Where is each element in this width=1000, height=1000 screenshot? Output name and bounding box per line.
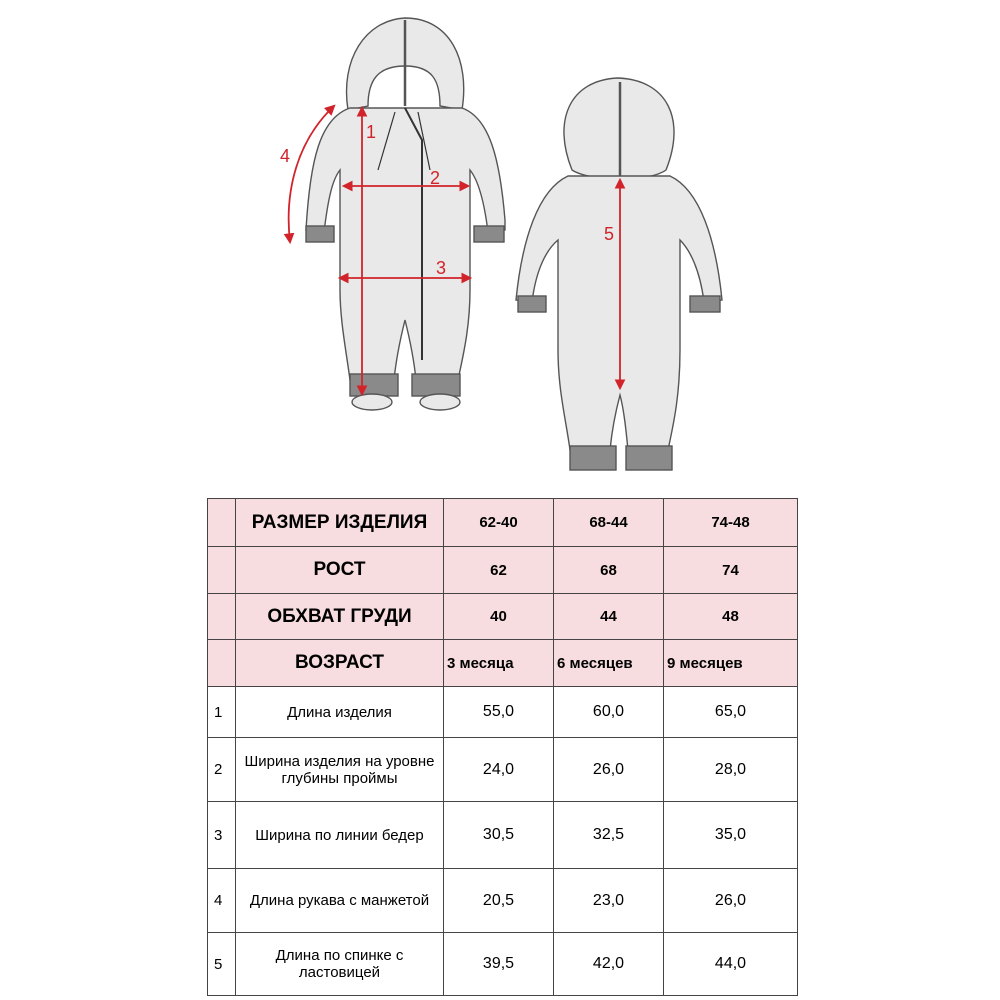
header-row-height — [208, 547, 798, 594]
row-value: 24,0 — [444, 738, 554, 802]
row-value: 20,5 — [444, 869, 554, 933]
row-label: Длина по спинке с ластовицей — [236, 933, 444, 996]
measurement-row — [208, 933, 798, 996]
header-value: 40 — [444, 594, 554, 640]
row-value: 23,0 — [554, 869, 664, 933]
row-number: 2 — [208, 738, 236, 802]
back-body — [516, 176, 722, 450]
row-value: 26,0 — [554, 738, 664, 802]
row-value: 26,0 — [664, 869, 798, 933]
measurement-row — [208, 802, 798, 869]
measure-label-2: 2 — [430, 168, 441, 188]
header-value: 3 месяца — [444, 640, 554, 687]
header-num-cell — [208, 547, 236, 594]
row-value: 28,0 — [664, 738, 798, 802]
row-number: 5 — [208, 933, 236, 996]
header-label: ОБХВАТ ГРУДИ — [236, 594, 444, 640]
header-label: РОСТ — [236, 547, 444, 594]
header-row-size — [208, 499, 798, 547]
row-value: 60,0 — [554, 687, 664, 738]
measurement-row — [208, 869, 798, 933]
row-label: Ширина по линии бедер — [236, 802, 444, 869]
row-label: Длина изделия — [236, 687, 444, 738]
measure-label-5: 5 — [604, 224, 615, 244]
header-row-chest — [208, 594, 798, 640]
row-value: 44,0 — [664, 933, 798, 996]
jumpsuit-illustration — [0, 0, 1000, 490]
row-value: 42,0 — [554, 933, 664, 996]
row-value: 30,5 — [444, 802, 554, 869]
row-value: 65,0 — [664, 687, 798, 738]
measure-label-4: 4 — [280, 146, 291, 166]
row-number: 4 — [208, 869, 236, 933]
measurement-row — [208, 687, 798, 738]
header-num-cell — [208, 594, 236, 640]
front-view-drawing — [306, 18, 505, 410]
header-num-cell — [208, 499, 236, 547]
front-body — [306, 108, 505, 380]
measure-label-1: 1 — [366, 122, 377, 142]
row-value: 39,5 — [444, 933, 554, 996]
header-value: 68 — [554, 547, 664, 594]
header-row-age — [208, 640, 798, 687]
header-label: РАЗМЕР ИЗДЕЛИЯ — [236, 499, 444, 547]
row-number: 3 — [208, 802, 236, 869]
header-value: 62-40 — [444, 499, 554, 547]
header-value: 74-48 — [664, 499, 798, 547]
row-number: 1 — [208, 687, 236, 738]
header-value: 68-44 — [554, 499, 664, 547]
row-label: Ширина изделия на уровне глубины проймы — [236, 738, 444, 802]
header-value: 9 месяцев — [664, 640, 798, 687]
row-label: Длина рукава с манжетой — [236, 869, 444, 933]
measurement-row — [208, 738, 798, 802]
row-value: 32,5 — [554, 802, 664, 869]
row-value: 35,0 — [664, 802, 798, 869]
header-value: 62 — [444, 547, 554, 594]
header-label: ВОЗРАСТ — [236, 640, 444, 687]
row-value: 55,0 — [444, 687, 554, 738]
measure-label-3: 3 — [436, 258, 447, 278]
header-value: 6 месяцев — [554, 640, 664, 687]
back-view-drawing — [516, 78, 722, 470]
header-value: 48 — [664, 594, 798, 640]
size-table — [207, 498, 798, 996]
header-value: 44 — [554, 594, 664, 640]
header-num-cell — [208, 640, 236, 687]
header-value: 74 — [664, 547, 798, 594]
